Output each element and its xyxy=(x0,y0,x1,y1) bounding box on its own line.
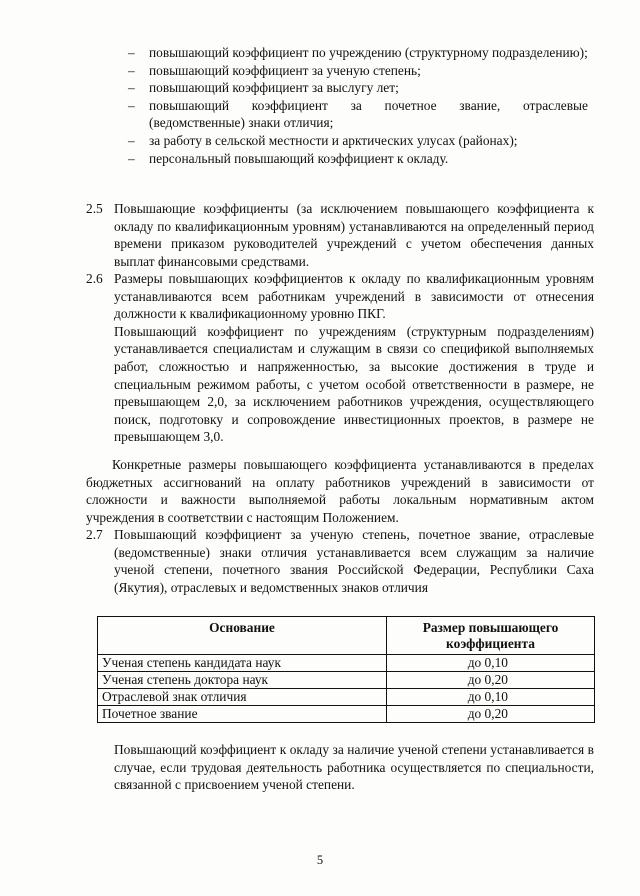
list-item: – персональный повышающий коэффициент к окладу. xyxy=(128,150,449,166)
clause-text: Размеры повышающих коэффициентов к окладу по квалификационным уровням устанавливаются всем работникам учреждений в зависимости от отнесения должности к квалификационному уровню ПКГ. xyxy=(114,271,594,322)
clause-2-7 xyxy=(86,526,594,596)
clause-text: Повышающий коэффициент за ученую степень, почетное звание, отраслевые (ведомственные) знаки отличия устанавливается всем служащим за наличие ученой степени, почетного звания Российской Федерации, Республики Саха (Якутия), отраслевых и ведомственных знаков отличия xyxy=(114,527,594,595)
coefficient-table xyxy=(97,616,595,723)
bullet-dash: – xyxy=(128,45,135,60)
list-item: – повышающий коэффициент за почетное звание, отраслевые (ведомственные) знаки отличия; xyxy=(128,97,588,131)
list-item: – повышающий коэффициент за ученую степень; xyxy=(128,62,421,78)
coefficient-types-list xyxy=(128,44,588,167)
clause-2-6 xyxy=(86,270,594,446)
table-row xyxy=(98,689,595,706)
cell-basis: Ученая степень доктора наук xyxy=(98,672,387,689)
table-row xyxy=(98,655,595,672)
clause-2-6-paragraph: Конкретные размеры повышающего коэффициента устанавливаются в пределах бюджетных ассигнований на оплату работников учреждений в зависимости от сложности и важности выполняемой работы локальным нормативным актом учреждения в соответствии с настоящим Положением. xyxy=(86,457,594,525)
bullet-dash: – xyxy=(128,132,135,148)
table-header-row xyxy=(98,617,595,655)
clause-text: Повышающий коэффициент по учреждениям (структурным подразделениям) устанавливается специалистам и служащим в связи со спецификой выполняемых работ, сложностью и напряженностью, за высокие достижения в труде и специальным режимом работы, с учетом особой ответственности в размере, не превышающем 2,0, за исключением работников учреждения, осуществляющего поиск, подготовку и сопровождение инвестиционных проектов, в размере не превышающем 3,0. xyxy=(114,323,594,445)
cell-value: до 0,20 xyxy=(387,706,595,723)
header-coefficient: Размер повышающего коэффициента xyxy=(387,617,595,655)
bullet-dash: – xyxy=(128,150,135,166)
cell-basis: Отраслевой знак отличия xyxy=(98,689,387,706)
clause-text: Повышающие коэффициенты (за исключением повышающего коэффициента к окладу по квалификационным уровням) устанавливаются на определенный период времени приказом руководителей учреждений с учетом обеспечения данных выплат финансовыми средствами. xyxy=(114,201,594,269)
bullet-dash: – xyxy=(128,80,135,96)
cell-value: до 0,20 xyxy=(387,672,595,689)
cell-basis: Ученая степень кандидата наук xyxy=(98,655,387,672)
clause-number: 2.7 xyxy=(86,527,103,542)
cell-value: до 0,10 xyxy=(387,689,595,706)
list-item: – повышающий коэффициент за выслугу лет; xyxy=(128,80,399,96)
list-item: – повышающий коэффициент по учреждению (структурному подразделению); xyxy=(128,45,588,60)
cell-basis: Почетное звание xyxy=(98,706,387,723)
table-row xyxy=(98,672,595,689)
page-number: 5 xyxy=(316,853,324,867)
bullet-dash: – xyxy=(128,97,135,113)
closing-paragraph: Повышающий коэффициент к окладу за наличие ученой степени устанавливается в случае, если трудовая деятельность работника осуществляется по специальности, связанной с присвоением ученой степени. xyxy=(114,742,594,793)
header-basis: Основание xyxy=(98,617,387,655)
clause-2-5 xyxy=(86,200,594,270)
table-row xyxy=(98,706,595,723)
clause-number: 2.6 xyxy=(86,271,103,286)
bullet-dash: – xyxy=(128,62,135,78)
list-item: – за работу в сельской местности и арктических улусах (районах); xyxy=(128,132,518,148)
cell-value: до 0,10 xyxy=(387,655,595,672)
clause-number: 2.5 xyxy=(86,201,103,216)
